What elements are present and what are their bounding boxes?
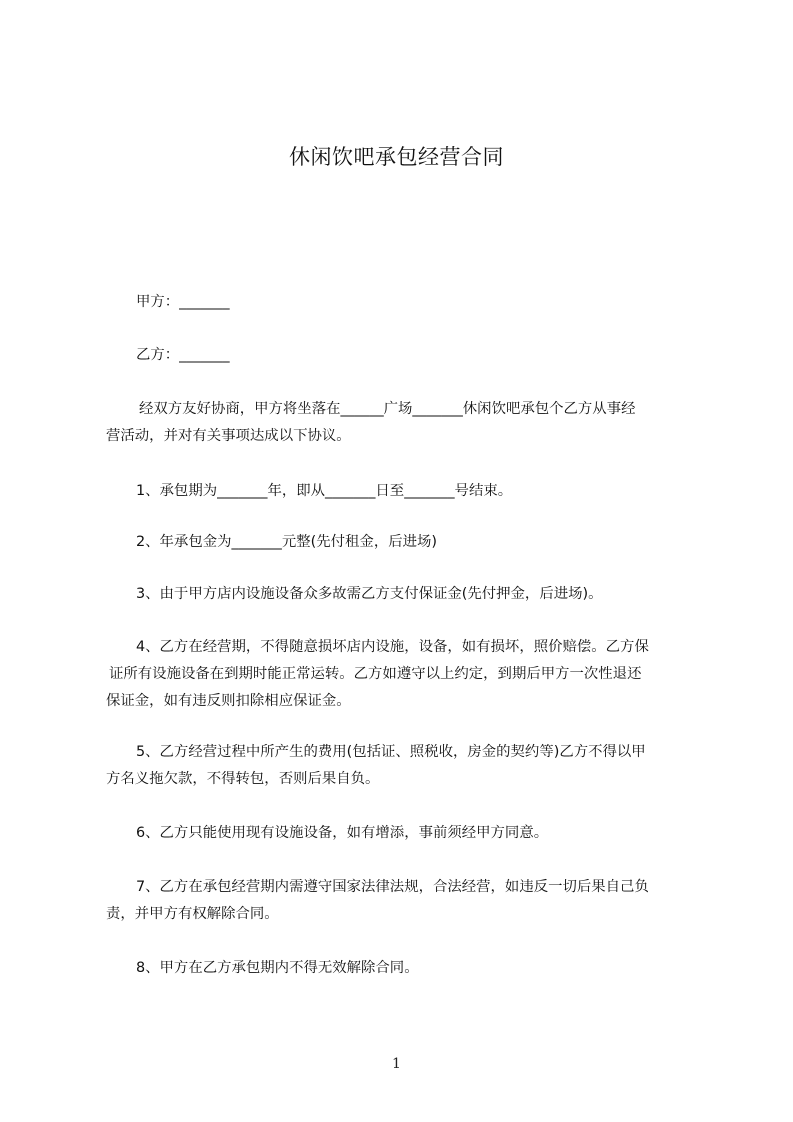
clause-7-line: 责，并甲方有权解除合同。	[106, 906, 279, 922]
intro-line: 营活动，并对有关事项达成以下协议。	[106, 428, 351, 444]
clause-4-line: 4、乙方在经营期，不得随意损坏店内设施，设备，如有损坏，照价赔偿。乙方保	[136, 639, 649, 655]
clause-4-line: 证所有设施设备在到期时能正常运转。乙方如遵守以上约定，到期后甲方一次性退还	[109, 666, 642, 682]
clause-7-line: 7、乙方在承包经营期内需遵守国家法律法规，合法经营，如违反一切后果自己负	[136, 879, 649, 895]
clause-5-line: 5、乙方经营过程中所产生的费用(包括证、照税收，房金的契约等)乙方不得以甲	[136, 744, 646, 760]
party-a-line: 甲方：_______	[136, 294, 230, 310]
clause-8: 8、甲方在乙方承包期内不得无效解除合同。	[136, 960, 419, 976]
party-b-line: 乙方：_______	[136, 347, 230, 363]
page-number: 1	[392, 1056, 401, 1072]
clause-3: 3、由于甲方店内设施设备众多故需乙方支付保证金(先付押金，后进场)。	[136, 586, 603, 602]
clause-6: 6、乙方只能使用现有设施设备，如有增添，事前须经甲方同意。	[136, 825, 549, 841]
intro-line: 经双方友好协商，甲方将坐落在______广场_______休闲饮吧承包个乙方从事经	[139, 401, 636, 417]
clause-1: 1、承包期为_______年，即从_______日至_______号结束。	[136, 483, 513, 499]
clause-5-line: 方名义拖欠款，不得转包，否则后果自负。	[106, 771, 380, 787]
clause-2: 2、年承包金为_______元整(先付租金，后进场)	[136, 534, 438, 550]
document-title: 休闲饮吧承包经营合同	[289, 145, 504, 169]
clause-4-line: 保证金，如有违反则扣除相应保证金。	[106, 693, 351, 709]
